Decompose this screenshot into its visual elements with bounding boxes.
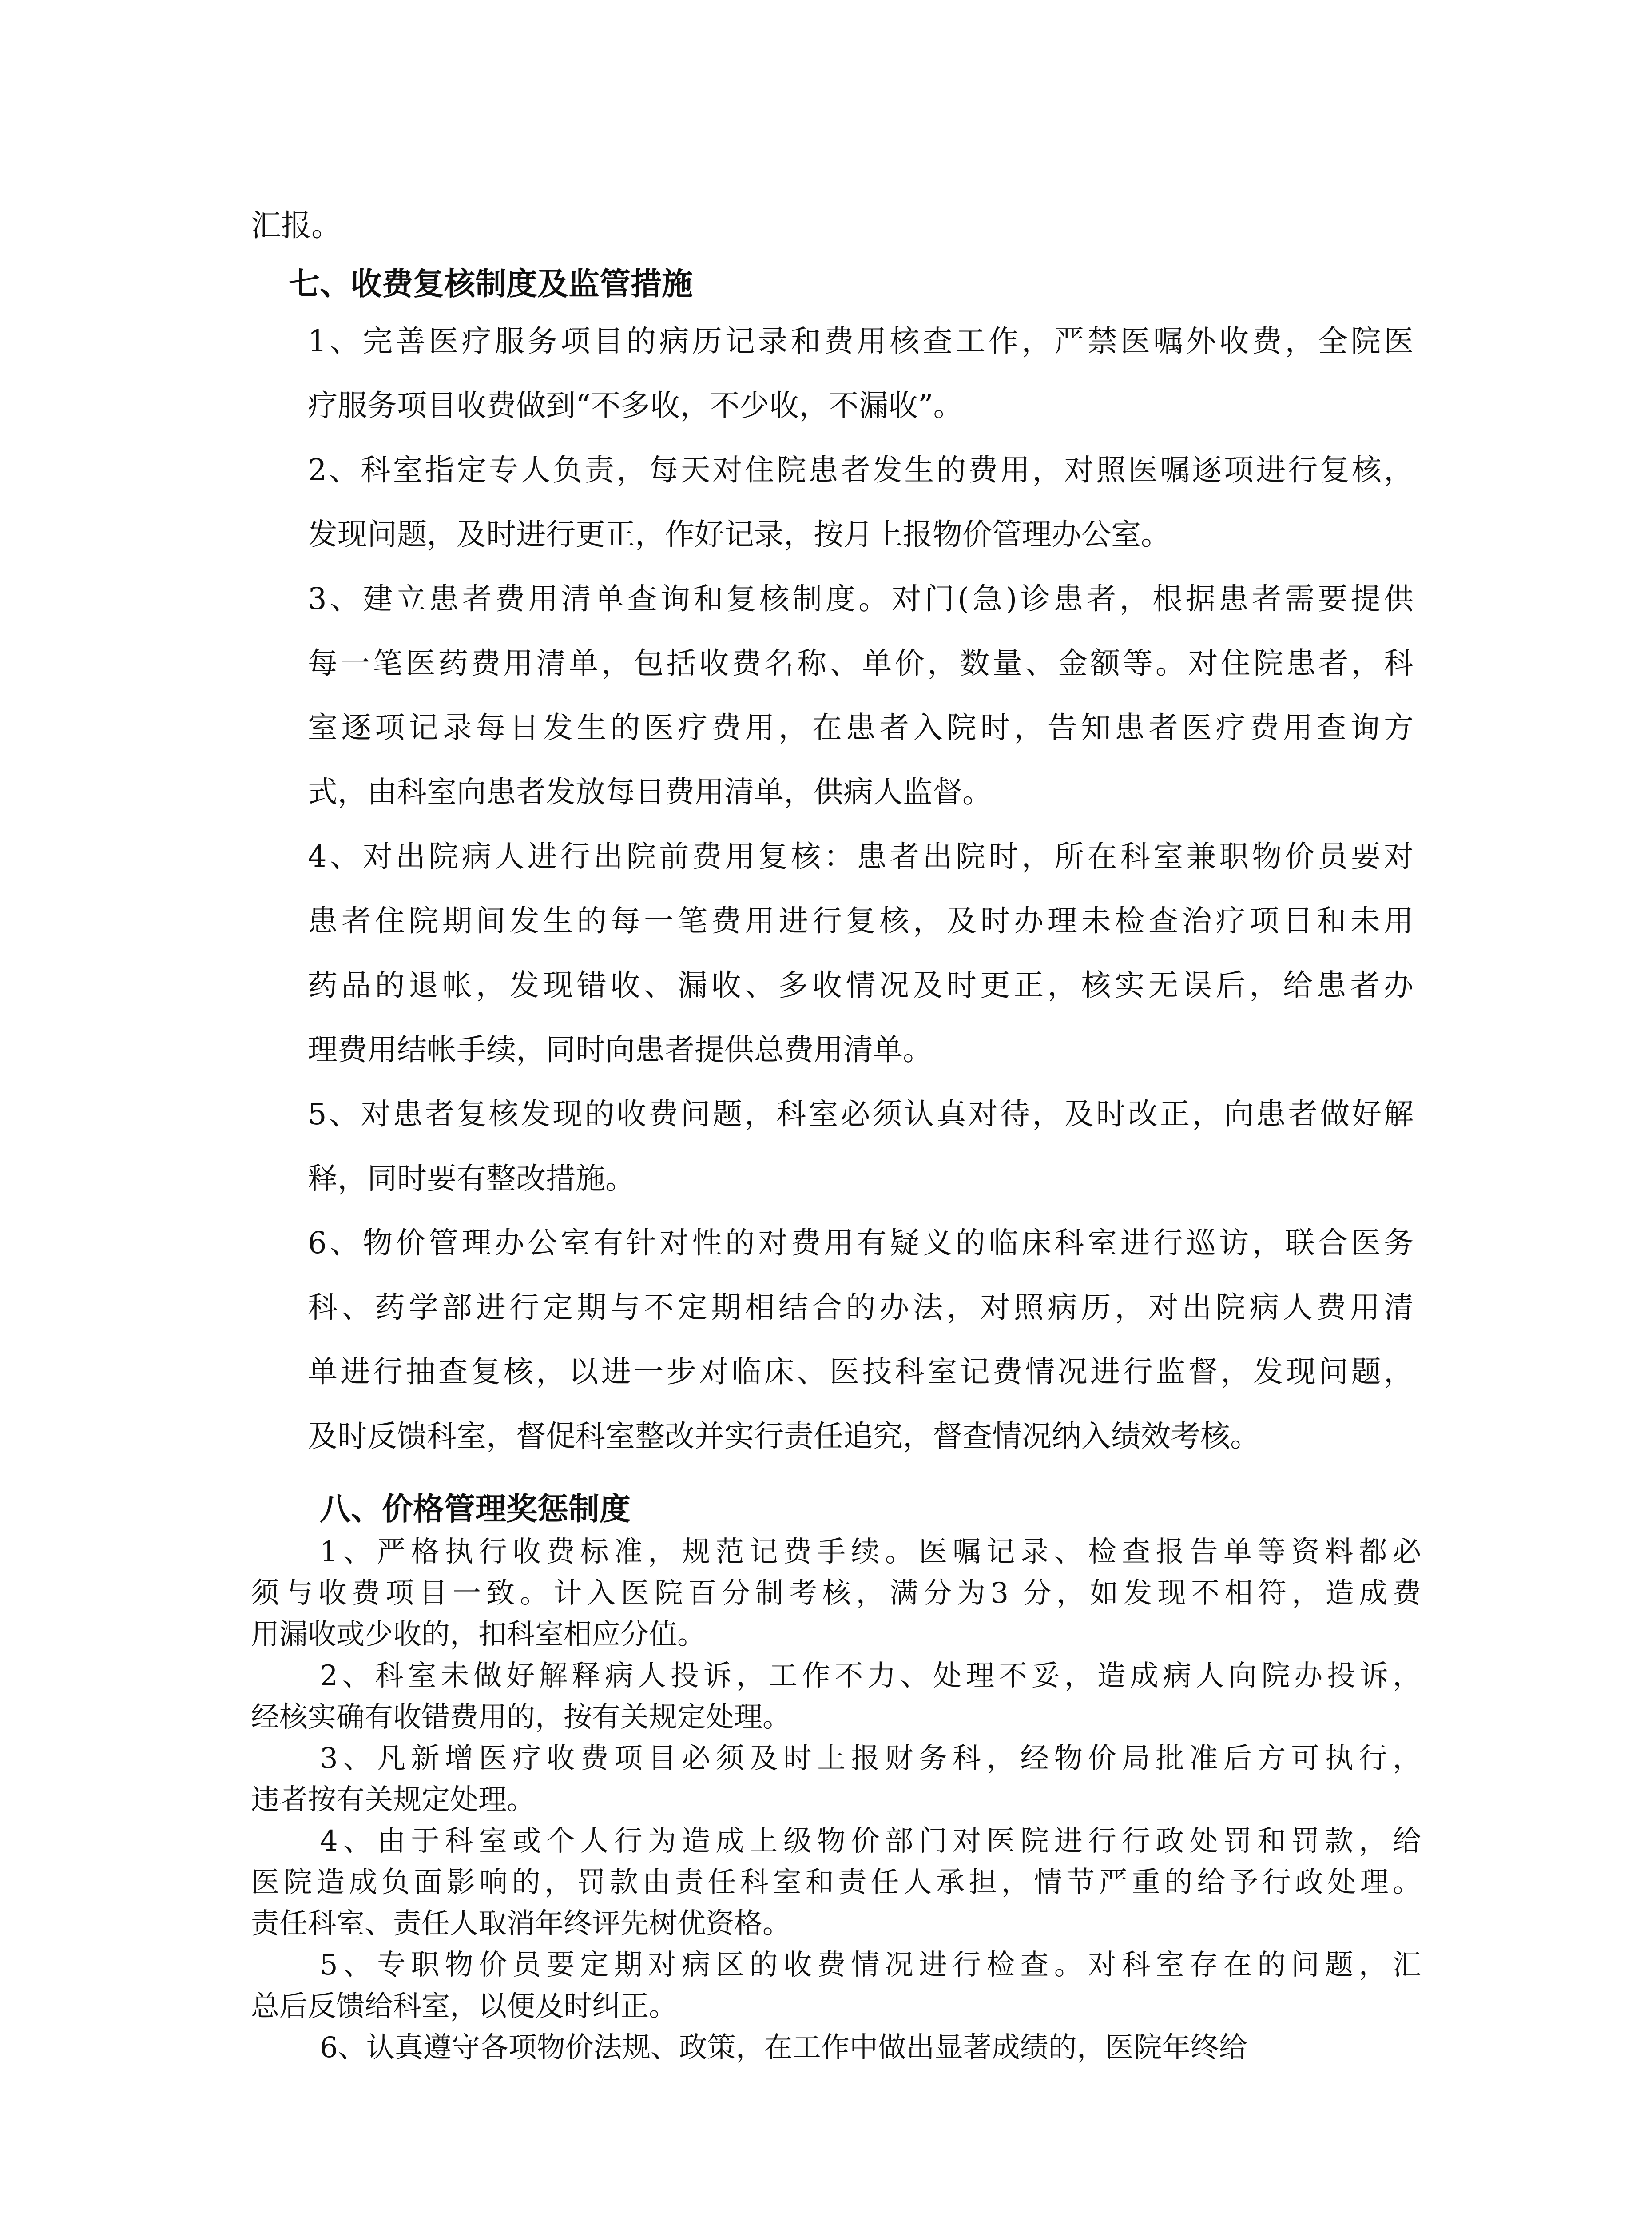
paragraph-line: 理费用结帐手续，同时向患者提供总费用清单。: [308, 1032, 933, 1067]
paragraph-line: 5、专职物价员要定期对病区的收费情况进行检查。对科室存在的问题，汇: [320, 1949, 1421, 1982]
paragraph-line: 患者住院期间发生的每一笔费用进行复核，及时办理未检查治疗项目和未用: [308, 904, 1414, 938]
section-8-body: [0, 1532, 1652, 2069]
paragraph-line: 6、认真遵守各项物价法规、政策，在工作中做出显著成绩的，医院年终给: [320, 2031, 1247, 2064]
paragraph-line: 1、严格执行收费标准，规范记费手续。医嘱记录、检查报告单等资料都必: [320, 1536, 1421, 1568]
paragraph-line: 责任科室、责任人取消年终评先树优资格。: [251, 1907, 791, 1940]
paragraph-line: 式，由科室向患者发放每日费用清单，供病人监督。: [308, 775, 992, 809]
continuation-text: 汇报。: [251, 208, 342, 243]
paragraph-line: 1、完善医疗服务项目的病历记录和费用核查工作，严禁医嘱外收费，全院医: [308, 324, 1414, 358]
section-7-body: [0, 309, 1652, 1469]
section-8-heading: 八、价格管理奖惩制度: [320, 1490, 631, 1527]
paragraph-line: 4、对出院病人进行出院前费用复核：患者出院时，所在科室兼职物价员要对: [308, 839, 1414, 874]
paragraph-line: 3、凡新增医疗收费项目必须及时上报财务科，经物价局批准后方可执行，: [320, 1742, 1421, 1775]
paragraph-line: 单进行抽查复核，以进一步对临床、医技科室记费情况进行监督，发现问题，: [308, 1354, 1414, 1389]
paragraph-line: 须与收费项目一致。计入医院百分制考核，满分为3 分，如发现不相符，造成费: [251, 1577, 1421, 1610]
paragraph-line: 5、对患者复核发现的收费问题，科室必须认真对待，及时改正，向患者做好解: [308, 1097, 1414, 1131]
paragraph-line: 2、科室指定专人负责，每天对住院患者发生的费用，对照医嘱逐项进行复核，: [308, 453, 1414, 487]
paragraph-line: 及时反馈科室，督促科室整改并实行责任追究，督查情况纳入绩效考核。: [308, 1419, 1260, 1453]
paragraph-line: 药品的退帐，发现错收、漏收、多收情况及时更正，核实无误后，给患者办: [308, 968, 1414, 1003]
paragraph-line: 用漏收或少收的，扣科室相应分值。: [251, 1618, 706, 1651]
section-7-heading: 七、收费复核制度及监管措施: [289, 265, 693, 302]
paragraph-line: 科、药学部进行定期与不定期相结合的办法，对照病历，对出院病人费用清: [308, 1290, 1414, 1325]
paragraph-line: 总后反馈给科室，以便及时纠正。: [251, 1990, 677, 2023]
paragraph-line: 每一笔医药费用清单，包括收费名称、单价，数量、金额等。对住院患者，科: [308, 646, 1414, 681]
paragraph-line: 室逐项记录每日发生的医疗费用，在患者入院时，告知患者医疗费用查询方: [308, 710, 1414, 745]
paragraph-line: 3、建立患者费用清单查询和复核制度。对门(急)诊患者，根据患者需要提供: [308, 581, 1414, 616]
paragraph-line: 6、物价管理办公室有针对性的对费用有疑义的临床科室进行巡访，联合医务: [308, 1226, 1414, 1260]
paragraph-line: 疗服务项目收费做到“不多收，不少收，不漏收”。: [308, 388, 963, 423]
paragraph-line: 经核实确有收错费用的，按有关规定处理。: [251, 1701, 791, 1734]
paragraph-line: 发现问题，及时进行更正，作好记录，按月上报物价管理办公室。: [308, 517, 1171, 552]
paragraph-line: 释，同时要有整改措施。: [308, 1161, 635, 1196]
paragraph-line: 医院造成负面影响的，罚款由责任科室和责任人承担，情节严重的给予行政处理。: [251, 1866, 1421, 1899]
paragraph-line: 4、由于科室或个人行为造成上级物价部门对医院进行行政处罚和罚款，给: [320, 1825, 1421, 1858]
paragraph-line: 2、科室未做好解释病人投诉，工作不力、处理不妥，造成病人向院办投诉，: [320, 1660, 1421, 1692]
paragraph-line: 违者按有关规定处理。: [251, 1783, 535, 1816]
